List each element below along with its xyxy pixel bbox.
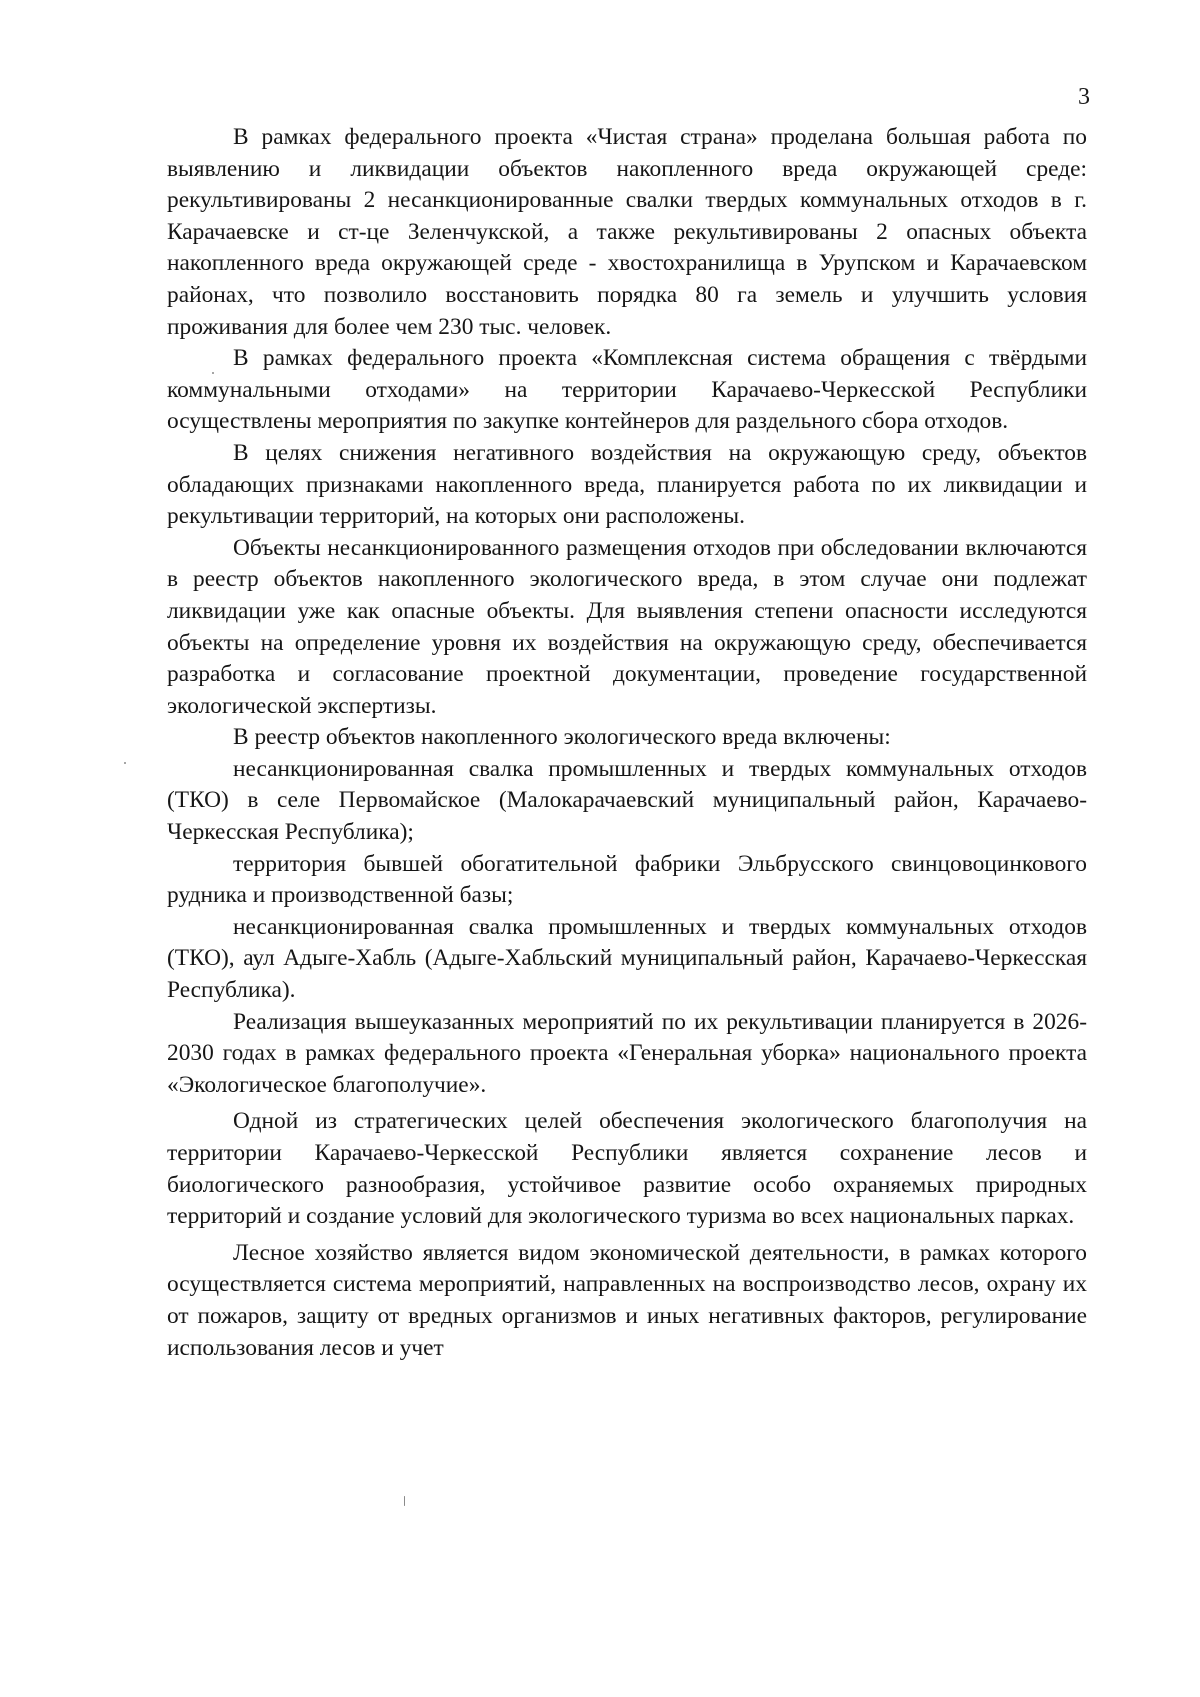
scan-speck bbox=[404, 1496, 405, 1506]
registry-item-pervomayskoe: несанкционированная свалка промышленных и твердых коммунальных отходов (ТКО) в селе Первомайское (Малокарачаевский муниципальный район, Карачаево-Черкесская Республика); bbox=[167, 755, 1087, 846]
paragraph-clean-country: В рамках федерального проекта «Чистая страна» проделана большая работа по выявлению и ликвидации объектов накопленного вреда окружающей среде: рекультивированы 2 несанкционированные свалки твердых коммунальных отходов в г. Карачаевске и ст-це Зеленчукской, а также рекультивированы 2 опасных объекта накопленного вреда окружающей среде - хвостохранилища в Урупском и Карачаевском районах, что позволило восстановить порядка 80 га земель и улучшить условия проживания для более чем 230 тыс. человек. bbox=[167, 124, 1087, 340]
body-text bbox=[167, 122, 1087, 1364]
paragraph-general-cleanup: Реализация вышеуказанных мероприятий по их рекультивации планируется в 2026-2030 годах в рамках федерального проекта «Генеральная уборка» национального проекта «Экологическое благополучие». bbox=[167, 1008, 1087, 1098]
page-number: 3 bbox=[1078, 84, 1090, 110]
scan-speck bbox=[212, 372, 214, 374]
paragraph-strategic-goals: Одной из стратегических целей обеспечения экологического благополучия на территории Карачаево-Черкесской Республики является сохранение лесов и биологического разнообразия, устойчивое развитие особо охраняемых природных территорий и создание условий для экологического туризма во всех национальных парках. bbox=[167, 1108, 1087, 1230]
paragraph-registry-intro: В реестр объектов накопленного экологического вреда включены: bbox=[233, 724, 891, 751]
paragraph-unauthorized-waste: Объекты несанкционированного размещения отходов при обследовании включаются в реестр объектов накопленного экологического вреда, в этом случае они подлежат ликвидации уже как опасные объекты. Для выявления степени опасности исследуются объекты на определение уровня их воздействия на окружающую среду, обеспечивается разработка и согласование проектной документации, проведение государственной экологической экспертизы. bbox=[167, 534, 1087, 719]
registry-item-elbrus-mine: территория бывшей обогатительной фабрики Эльбрусского свинцовоцинкового рудника и производственной базы; bbox=[167, 850, 1087, 909]
registry-item-adyge-khabl: несанкционированная свалка промышленных и твердых коммунальных отходов (ТКО), аул Адыге-Хабль (Адыге-Хабльский муниципальный район, Карачаево-Черкесская Республика). bbox=[167, 913, 1087, 1004]
paragraph-negative-impact: В целях снижения негативного воздействия на окружающую среду, объектов обладающих признаками накопленного вреда, планируется работа по их ликвидации и рекультивации территорий, на которых они расположены. bbox=[167, 439, 1087, 530]
paragraph-waste-management: В рамках федерального проекта «Комплексная система обращения с твёрдыми коммунальными отходами» на территории Карачаево-Черкесской Республики осуществлены мероприятия по закупке контейнеров для раздельного сбора отходов. bbox=[167, 345, 1087, 435]
paragraph-forestry: Лесное хозяйство является видом экономической деятельности, в рамках которого осуществляется система мероприятий, направленных на воспроизводство лесов, охрану их от пожаров, защиту от вредных организмов и иных негативных факторов, регулирование использования лесов и учет bbox=[167, 1239, 1087, 1361]
scan-speck bbox=[124, 762, 126, 764]
